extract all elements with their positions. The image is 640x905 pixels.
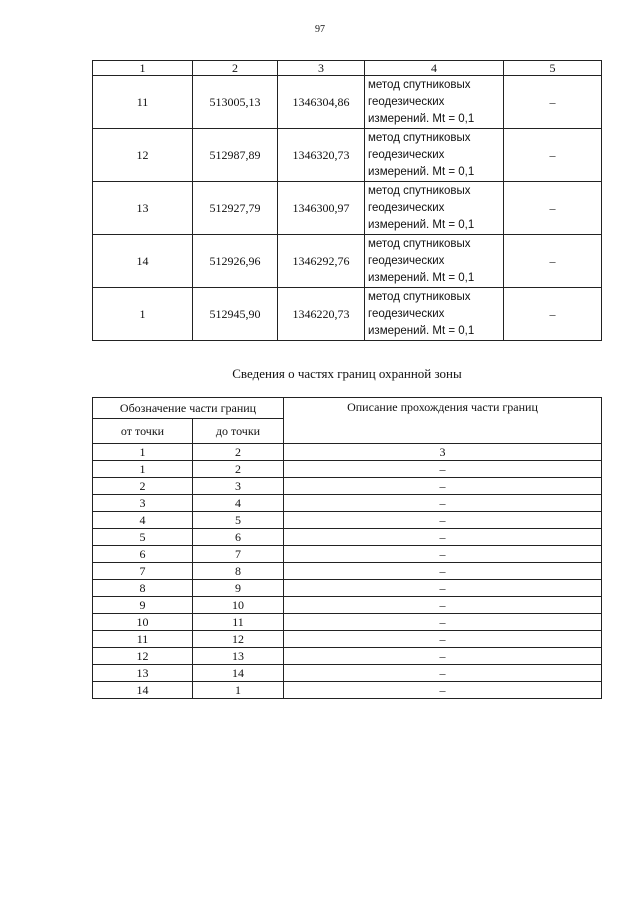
table-row <box>93 529 602 546</box>
note-cell: – <box>504 76 602 129</box>
table-row <box>93 631 602 648</box>
table-row <box>93 478 602 495</box>
point-number-cell: 12 <box>93 129 193 182</box>
from-point-cell: 9 <box>93 597 193 614</box>
column-number: 2 <box>193 444 284 461</box>
to-point-cell: 6 <box>193 529 284 546</box>
y-coordinate-cell: 1346220,73 <box>278 288 365 341</box>
y-coordinate-cell: 1346304,86 <box>278 76 365 129</box>
description-cell: – <box>284 495 602 512</box>
note-cell: – <box>504 288 602 341</box>
method-line: геодезических <box>368 95 445 108</box>
description-cell: – <box>284 614 602 631</box>
method-line: геодезических <box>368 307 445 320</box>
from-point-cell: 14 <box>93 682 193 699</box>
to-point-cell: 14 <box>193 665 284 682</box>
table-row <box>93 648 602 665</box>
to-point-cell: 4 <box>193 495 284 512</box>
page-number: 97 <box>315 24 325 35</box>
table-row <box>93 546 602 563</box>
method-line: измерений. Mt = 0,1 <box>368 165 475 178</box>
description-cell: – <box>284 665 602 682</box>
method-line: метод спутниковых <box>368 78 471 91</box>
to-point-cell: 13 <box>193 648 284 665</box>
column-number: 2 <box>193 61 278 76</box>
from-point-cell: 4 <box>93 512 193 529</box>
method-line: измерений. Mt = 0,1 <box>368 324 475 337</box>
column-number: 3 <box>284 444 602 461</box>
table-row <box>93 682 602 699</box>
method-line: измерений. Mt = 0,1 <box>368 112 475 125</box>
table-row <box>93 288 602 341</box>
to-point-cell: 11 <box>193 614 284 631</box>
to-point-cell: 3 <box>193 478 284 495</box>
table-row <box>93 614 602 631</box>
method-cell <box>365 235 504 288</box>
method-line: метод спутниковых <box>368 237 471 250</box>
to-point-cell: 12 <box>193 631 284 648</box>
header-boundary-designation: Обозначение части границ <box>93 398 284 419</box>
method-line: измерений. Mt = 0,1 <box>368 218 475 231</box>
description-cell: – <box>284 478 602 495</box>
method-cell <box>365 288 504 341</box>
from-point-cell: 5 <box>93 529 193 546</box>
header-to-point: до точки <box>193 419 284 444</box>
method-line: геодезических <box>368 201 445 214</box>
y-coordinate-cell: 1346300,97 <box>278 182 365 235</box>
description-cell: – <box>284 580 602 597</box>
column-number: 1 <box>93 61 193 76</box>
x-coordinate-cell: 513005,13 <box>193 76 278 129</box>
to-point-cell: 8 <box>193 563 284 580</box>
table-row <box>93 563 602 580</box>
method-line: измерений. Mt = 0,1 <box>368 271 475 284</box>
coords-column-number-row <box>93 61 602 76</box>
column-number: 5 <box>504 61 602 76</box>
from-point-cell: 8 <box>93 580 193 597</box>
description-cell: – <box>284 597 602 614</box>
table-row <box>93 665 602 682</box>
method-line: метод спутниковых <box>368 131 471 144</box>
description-cell: – <box>284 563 602 580</box>
method-line: метод спутниковых <box>368 290 471 303</box>
to-point-cell: 7 <box>193 546 284 563</box>
from-point-cell: 3 <box>93 495 193 512</box>
method-cell <box>365 76 504 129</box>
description-cell: – <box>284 461 602 478</box>
column-number: 1 <box>93 444 193 461</box>
to-point-cell: 10 <box>193 597 284 614</box>
description-cell: – <box>284 546 602 563</box>
table-row <box>93 512 602 529</box>
from-point-cell: 6 <box>93 546 193 563</box>
from-point-cell: 11 <box>93 631 193 648</box>
table-row <box>93 182 602 235</box>
table-row <box>93 235 602 288</box>
parts-column-number-row <box>93 444 602 461</box>
parts-section-title: Сведения о частях границ охранной зоны <box>232 366 462 381</box>
description-cell: – <box>284 512 602 529</box>
header-description: Описание прохождения части границ <box>284 398 602 444</box>
table-row <box>93 495 602 512</box>
table-row <box>93 580 602 597</box>
point-number-cell: 11 <box>93 76 193 129</box>
description-cell: – <box>284 631 602 648</box>
note-cell: – <box>504 235 602 288</box>
method-cell <box>365 182 504 235</box>
from-point-cell: 2 <box>93 478 193 495</box>
table-row <box>93 129 602 182</box>
description-cell: – <box>284 682 602 699</box>
to-point-cell: 9 <box>193 580 284 597</box>
table-row <box>93 461 602 478</box>
from-point-cell: 7 <box>93 563 193 580</box>
to-point-cell: 1 <box>193 682 284 699</box>
header-from-point: от точки <box>93 419 193 444</box>
note-cell: – <box>504 182 602 235</box>
column-number: 3 <box>278 61 365 76</box>
to-point-cell: 2 <box>193 461 284 478</box>
y-coordinate-cell: 1346292,76 <box>278 235 365 288</box>
method-line: геодезических <box>368 254 445 267</box>
x-coordinate-cell: 512927,79 <box>193 182 278 235</box>
description-cell: – <box>284 529 602 546</box>
x-coordinate-cell: 512945,90 <box>193 288 278 341</box>
method-cell <box>365 129 504 182</box>
point-number-cell: 13 <box>93 182 193 235</box>
column-number: 4 <box>365 61 504 76</box>
table-row <box>93 597 602 614</box>
description-cell: – <box>284 648 602 665</box>
point-number-cell: 1 <box>93 288 193 341</box>
method-line: метод спутниковых <box>368 184 471 197</box>
note-cell: – <box>504 129 602 182</box>
point-number-cell: 14 <box>93 235 193 288</box>
x-coordinate-cell: 512926,96 <box>193 235 278 288</box>
y-coordinate-cell: 1346320,73 <box>278 129 365 182</box>
table-row <box>93 76 602 129</box>
boundary-parts-table <box>92 397 602 699</box>
from-point-cell: 12 <box>93 648 193 665</box>
from-point-cell: 13 <box>93 665 193 682</box>
to-point-cell: 5 <box>193 512 284 529</box>
x-coordinate-cell: 512987,89 <box>193 129 278 182</box>
from-point-cell: 1 <box>93 461 193 478</box>
coordinates-table <box>92 60 602 341</box>
method-line: геодезических <box>368 148 445 161</box>
from-point-cell: 10 <box>93 614 193 631</box>
